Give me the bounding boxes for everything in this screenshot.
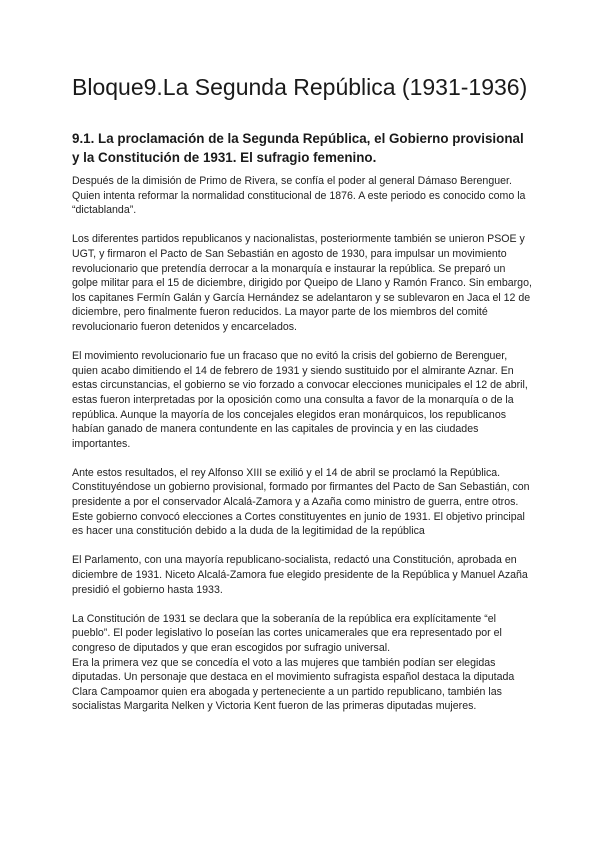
paragraph-elecciones-municipales: El movimiento revolucionario fue un fracaso que no evitó la crisis del gobierno de Berenguer, quien acabo dimitiendo el 14 de febrero de 1931 y siendo sustituido por el almirante Aznar. En estas circunstancias, el gobierno se vio forzado a convocar elecciones municipales el 12 de abril, estas fueron interpretadas por la oposición como una consulta a favor de la monarquía o de la república. Aunque la mayoría de los concejales elegidos eran monárquicos, los republicanos habían ganado de manera contundente en las capitales de provincia y en las ciudades importantes. — [72, 350, 528, 450]
page-title: Bloque9.La Segunda República (1931-1936) — [72, 74, 528, 100]
paragraph-parlamento: El Parlamento, con una mayoría republicano-socialista, redactó una Constitución, aprobada en diciembre de 1931. Niceto Alcalá-Zamora fue elegido presidente de la República y Manuel Azaña presidió el gobierno hasta 1933. — [72, 554, 528, 596]
paragraph-sufragio-femenino: Era la primera vez que se concedía el voto a las mujeres que también podían ser elegidas diputadas. Un personaje que destaca en el movimiento sufragista español destaca la diputada Clara Campoamor quien era abogada y perteneciente a un partido republicano, también las socialistas Margarita Nelken y Victoria Kent fueron de las primeras diputadas mujeres. — [72, 656, 515, 713]
section-heading: 9.1. La proclamación de la Segunda República, el Gobierno provisional y la Constitución de 1931. El sufragio femenino. — [72, 131, 524, 165]
paragraph-proclamacion: Ante estos resultados, el rey Alfonso XIII se exilió y el 14 de abril se proclamó la República. Constituyéndose un gobierno provisional, formado por firmantes del Pacto de San Sebastián, con presidente a por el conservador Alcalá-Zamora y a Azaña como ministro de guerra, entre otros. Este gobierno convocó elecciones a Cortes constituyentes en junio de 1931. El objetivo principal es hacer una constitución debido a la duda de la legitimidad de la república — [72, 466, 530, 538]
paragraph-dictablanda: Después de la dimisión de Primo de Rivera, se confía el poder al general Dámaso Berenguer. Quien intenta reformar la normalidad constitucional de 1876. A este periodo es conocido como la “dictablanda”. — [72, 175, 526, 217]
body-text — [72, 174, 534, 729]
paragraph-pacto-san-sebastian: Los diferentes partidos republicanos y nacionalistas, posteriormente también se unieron PSOE y UGT, y firmaron el Pacto de San Sebastián en agosto de 1930, para impulsar un movimiento revolucionario que pretendía derrocar a la monarquía e instaurar la república. Se preparó un golpe militar para el 15 de diciembre, dirigido por Queipo de Llano y Ramón Franco. Sin embargo, los capitanes Fermín Galán y García Hernández se adelantaron y se sublevaron en Jaca el 12 de diciembre, pero finalmente fueron reducidos. La mayor parte de los miembros del comité revolucionario fueron detenidos y encarcelados. — [72, 233, 532, 333]
paragraph-constitucion: La Constitución de 1931 se declara que la soberanía de la república era explícitamente “el pueblo”. El poder legislativo lo poseían las cortes unicamerales que era representado por el congreso de diputados y que eran escogidos por sufragio universal. — [72, 612, 502, 654]
